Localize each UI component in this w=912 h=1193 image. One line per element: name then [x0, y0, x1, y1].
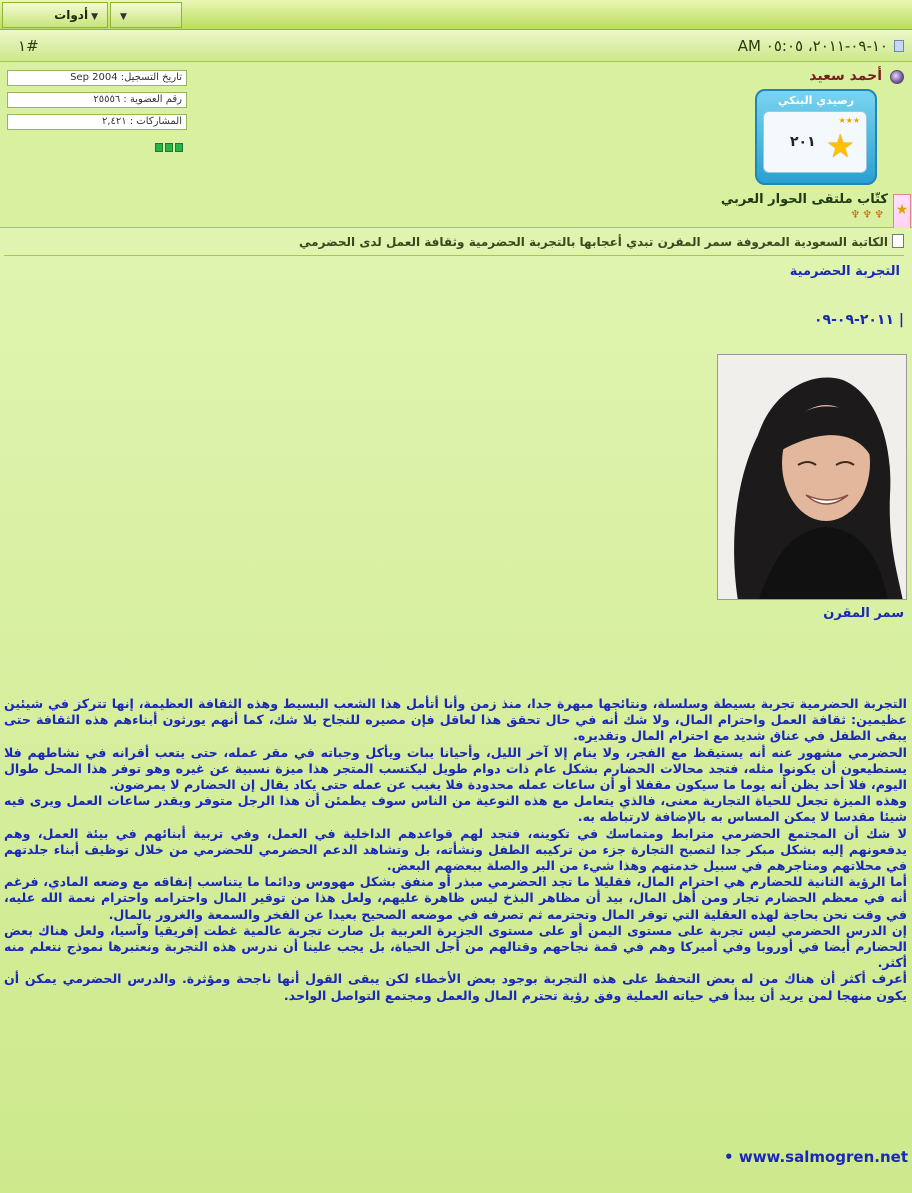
thread-toolbar: [0, 0, 912, 30]
author-photo: [717, 354, 907, 600]
document-icon: [892, 234, 904, 248]
reputation-squares: [155, 137, 185, 156]
post-number-link[interactable]: ١#: [18, 37, 39, 55]
post-title: [4, 234, 904, 256]
reputation-square-icon: [165, 143, 173, 152]
thread-tools-label: أدوات: [54, 8, 89, 22]
registration-date: تاريخ التسجيل: Sep 2004: [7, 70, 187, 86]
reputation-square-icon: [175, 143, 183, 152]
author-portrait-image: [718, 355, 907, 600]
article-text: [4, 696, 907, 1004]
user-info-panel: [0, 62, 912, 228]
user-rank-icons: ♆♆♆: [850, 208, 886, 221]
post-body: [0, 228, 912, 1193]
article-paragraph: الحضرمي مشهور عنه أنه يستيقظ مع الفجر، ولا ينام إلا آخر الليل، وأحيانا يبات ويأكل وجباته في مقر عمله، حتى يتعب أقرانه في نشاطهم فلا يستطيعون أن يكونوا مثله، فتجد محالات الحضارم بشكل عام ذات دوام طويل ليكتسب المتجر هذا ميزة نسبية عن غيره وهو توفر هذا المحل طوال اليوم، فلا أحد يظن أنه يوما ما سيكون مقفلا أو أن ساعات عمله محدودة فلا يغيب عن عمله حتى يكاد يقال إن الحضارم لا يمرضون.: [4, 744, 907, 793]
article-date: | ٢٠١١-٠٩-٠٩: [814, 312, 904, 328]
post-icon: [894, 40, 904, 52]
member-number: رقم العضوية : ٢٥٥٥٦: [7, 92, 187, 108]
badge-count: ٢٠١: [790, 134, 816, 150]
post-title-text: الكاتبة السعودية المعروفة سمر المقرن تبدي أعجابها بالتجربة الحضرمية وثقافة العمل لدى الحضرمي: [299, 235, 888, 249]
article-paragraph: لا شك أن المجتمع الحضرمي مترابط ومتماسك في تكوينه، فتجد لهم قواعدهم الداخلية في العمل، وفي تربية أبنائهم في بيئة العمل، وهم يدفعونهم إليه بشكل مبكر جدا لتصبح التجارة جزء من تركيبه الطفل ونشأته، بل وتشاهد الدعم الحضرمي للحضرمي من خلال توظيف أبناء جلدتهم في محلاتهم ومتاجرهم في سبيل خدمتهم وهذا شيء من البر والصلة ببعضهم البعض.: [4, 825, 907, 874]
post-header: [0, 30, 912, 62]
badge-title: رصيدي البنكي: [777, 94, 855, 107]
linkback-button[interactable]: [110, 2, 182, 28]
dropdown-arrow-icon: ▼: [120, 12, 127, 22]
award-star-icon: ★: [893, 194, 911, 234]
user-title: كتّاب ملتقى الحوار العربي: [720, 192, 888, 207]
dropdown-arrow-icon: ▼: [91, 12, 98, 22]
star-icon: ★: [826, 127, 855, 165]
post-count: المشاركات : ٢,٤٢١: [7, 114, 187, 130]
article-paragraph: أما الرؤية الثانية للحضارم هي احترام المال، فقليلا ما تجد الحضرمي مبذر أو منفق بشكل مهووس ودائما ما يتناسب إنفاقه مع وضعه المادي، فرغم أنه في معظم الحضارم تجار ومن أهل المال، بيد أن مظاهر البذخ ليس ظاهرة عليهم، ولعل هذا من توقير المال واحترامه واحترام نعمة الله عليه، في وقت نحن بحاجة لهذه العقلية التي توقر المال وتحترمه ثم تصرفه في موضعه الصحيح بعيدا عن الفخر والسمعة والغرور بالمال.: [4, 874, 907, 922]
website-link[interactable]: • www.salmogren.net: [724, 1148, 908, 1166]
post-date-text: ١٠-٠٩-٢٠١١، ٠٥:٠٥ AM: [737, 37, 888, 55]
article-paragraph: إن الدرس الحضرمي ليس تجربة على مستوى اليمن أو على مستوى الجزيرة العربية بل صارت تجربة عالمية غطت إفريقيا وآسيا، ولعل هناك بعض الحضارم أيضا في أوروبا وفي أميركا وهم في قمة نجاحهم وقتالهم من أجل الحياة، بل يجب علينا أن ندرس هذه التجربة ونعتبرها نموذج نتعلم منه أكثر.: [4, 922, 907, 971]
mini-stars-icon: ★★★: [838, 116, 860, 125]
article-paragraph: أعرف أكثر أن هناك من له بعض التحفظ على هذه التجربة بوجود بعض الأخطاء لكن يبقى القول أنها ناجحة ومؤثرة. والدرس الحضرمي يمكن أن يكون منهجا لمن يريد أن يبدأ في حياته العملية وفق رؤية تحترم المال والعمل ومجتمع التواصل الواحد.: [4, 971, 907, 1003]
post-date: [738, 37, 904, 55]
reputation-square-icon: [155, 143, 163, 152]
badge-card: [763, 111, 867, 173]
article-paragraph: التجربة الحضرمية تجربة بسيطة وسلسلة، ونتائجها مبهرة جدا، منذ زمن وأنا أتأمل هذا الشعب البسيط وهذه الثقافة العظيمة، إنها تتركز في شيئين عظيمين: ثقافة العمل واحترام المال، ولا شك أنه في حال تحقق هذا لعاقل فإن مصيره للنجاح بلا شك، كما أنهم يورثون أبناءهم هذه الثقافة حتى يبقى الطفل في عناق شديد مع احترام المال وتقديره.: [4, 696, 907, 744]
photo-caption: سمر المقرن: [823, 606, 904, 621]
online-status-icon: [890, 70, 904, 84]
thread-tools-button[interactable]: [2, 2, 108, 28]
article-title: التجربة الحضرمية: [789, 264, 900, 279]
bank-balance-badge: [755, 89, 877, 185]
article-paragraph: وهذه الميزة تجعل للحياة التجارية معنى، فالذي يتعامل مع هذه النوعية من الناس سوف يطمئن أن هذا الرجل متوفر ويقدر ساعات العمل ويرى فيه شيئا مقدسا لا يمكن المساس به بالإضافة لارتباطه به.: [4, 793, 907, 825]
username-link[interactable]: أحمد سعيد: [809, 68, 882, 84]
